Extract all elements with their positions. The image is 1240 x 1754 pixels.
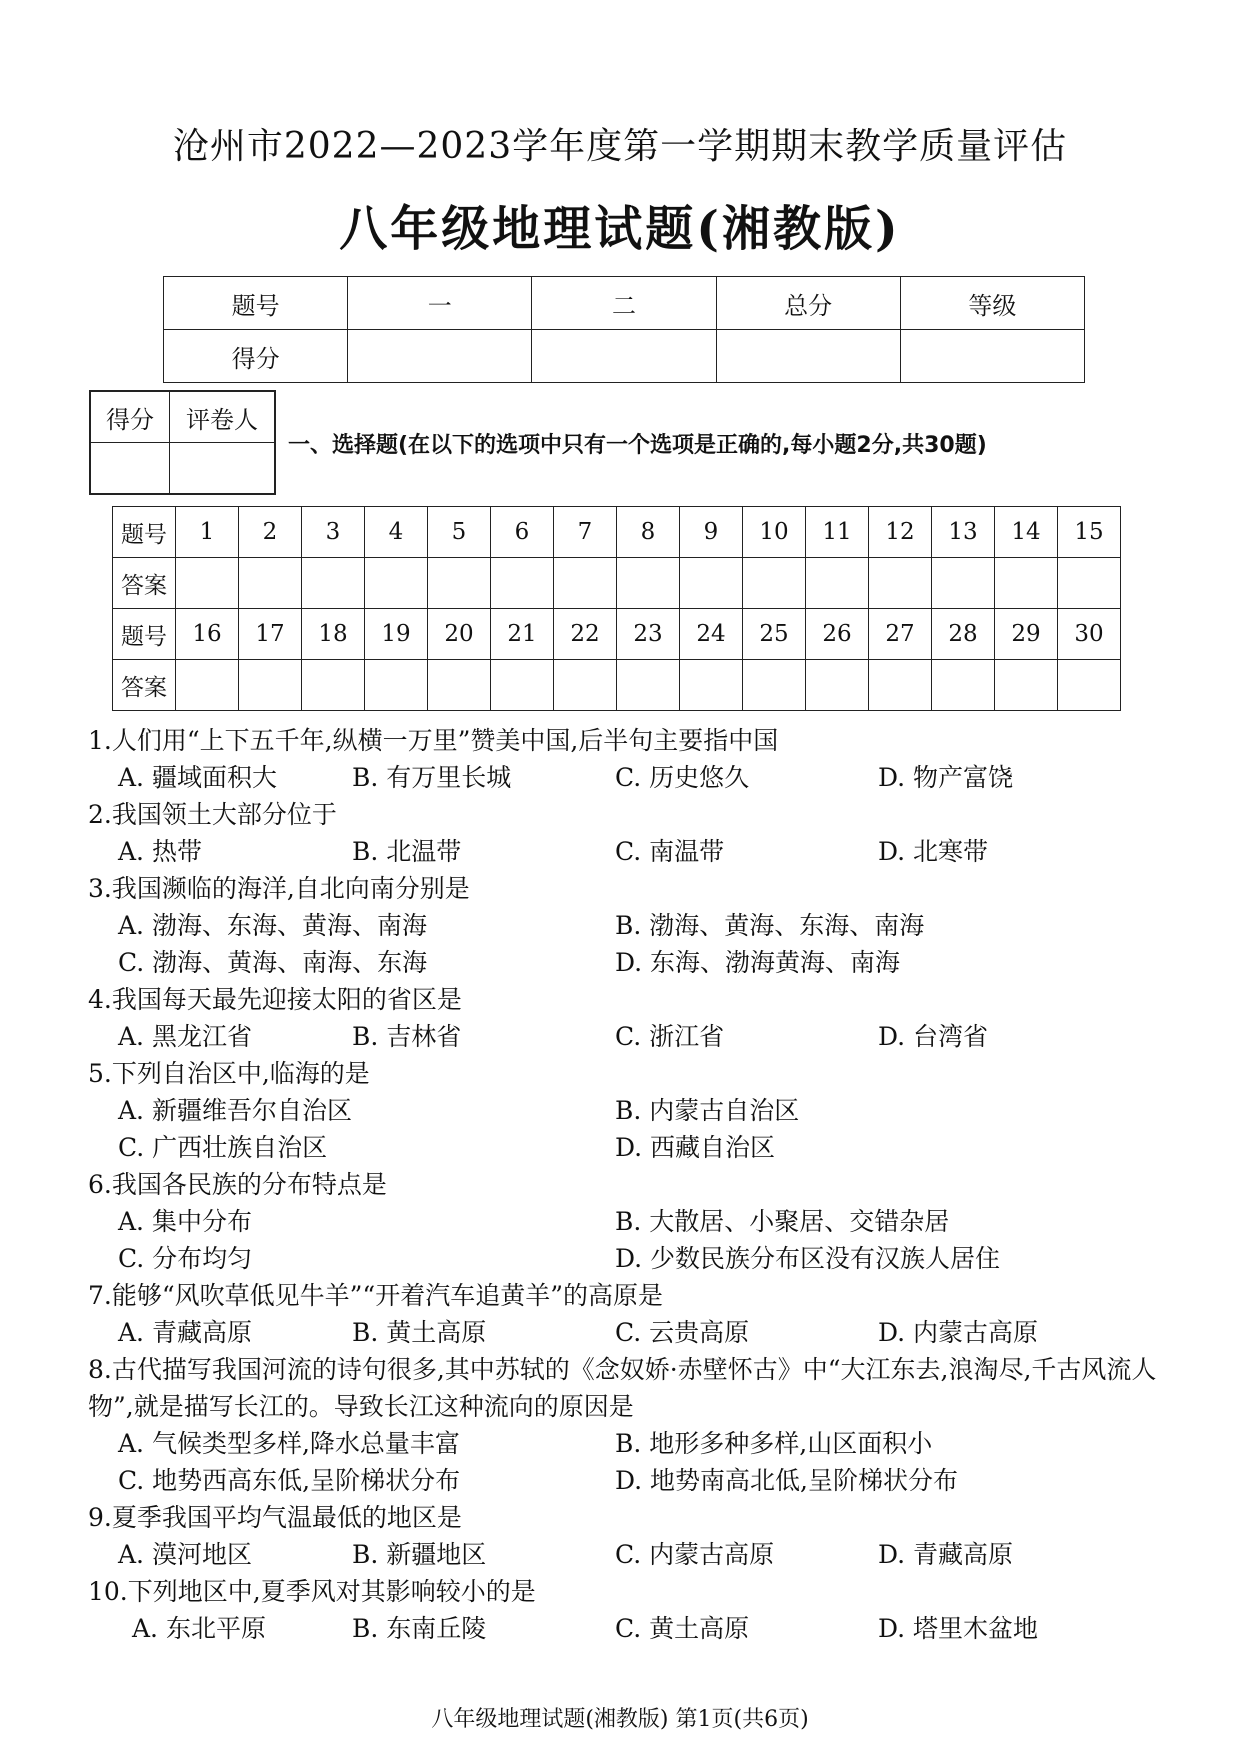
score-cell[interactable] [348, 330, 532, 383]
answer-cell[interactable] [1058, 660, 1121, 711]
grader-name-cell[interactable] [170, 443, 276, 495]
page-footer: 八年级地理试题(湘教版) 第1页(共6页) [431, 1707, 809, 1732]
option[interactable]: D. 少数民族分布区没有汉族人居住 [615, 1244, 1001, 1273]
question-stem: 2.我国领土大部分位于 [88, 800, 337, 829]
option[interactable]: A. 青藏高原 [118, 1318, 252, 1347]
question-number: 21 [491, 609, 554, 660]
grader-label: 评卷人 [170, 391, 276, 443]
question-number: 11 [806, 507, 869, 558]
answer-cell[interactable] [869, 558, 932, 609]
answer-cell[interactable] [806, 558, 869, 609]
option-row [88, 1092, 1178, 1129]
option[interactable]: C. 内蒙古高原 [615, 1540, 775, 1569]
answer-cell[interactable] [554, 558, 617, 609]
option[interactable]: D. 内蒙古高原 [878, 1318, 1039, 1347]
question-number: 26 [806, 609, 869, 660]
question-number: 25 [743, 609, 806, 660]
answer-cell[interactable] [302, 660, 365, 711]
option[interactable]: C. 历史悠久 [615, 763, 750, 792]
question-stem: 6.我国各民族的分布特点是 [88, 1170, 387, 1199]
score-cell[interactable] [716, 330, 900, 383]
option-row [88, 833, 1178, 870]
question-number: 19 [365, 609, 428, 660]
question-stem: 4.我国每天最先迎接太阳的省区是 [88, 985, 462, 1014]
section-heading: 一、选择题(在以下的选项中只有一个选项是正确的,每小题2分,共30题) [288, 433, 987, 458]
option[interactable]: A. 疆域面积大 [118, 763, 277, 792]
option-row [88, 944, 1178, 981]
question-stem: 3.我国濒临的海洋,自北向南分别是 [88, 874, 470, 903]
option[interactable]: D. 北寒带 [878, 837, 989, 866]
option[interactable]: A. 东北平原 [132, 1614, 266, 1643]
question-number: 1 [176, 507, 239, 558]
answer-cell[interactable] [239, 558, 302, 609]
answer-cell[interactable] [680, 558, 743, 609]
option[interactable]: C. 黄土高原 [615, 1614, 750, 1643]
question-number: 24 [680, 609, 743, 660]
answer-cell[interactable] [554, 660, 617, 711]
grid-number-label: 题号 [113, 507, 176, 558]
answer-cell[interactable] [617, 558, 680, 609]
option[interactable]: C. 地势西高东低,呈阶梯状分布 [118, 1466, 461, 1495]
score-table-header: 总分 [716, 277, 900, 330]
option[interactable]: B. 吉林省 [352, 1022, 462, 1051]
question-stem: 9.夏季我国平均气温最低的地区是 [88, 1503, 462, 1532]
question-number: 28 [932, 609, 995, 660]
option[interactable]: A. 集中分布 [118, 1207, 252, 1236]
score-row-label: 得分 [164, 330, 348, 383]
answer-cell[interactable] [491, 558, 554, 609]
option[interactable]: B. 大散居、小聚居、交错杂居 [615, 1207, 950, 1236]
question-number: 15 [1058, 507, 1121, 558]
question-number: 5 [428, 507, 491, 558]
answer-cell[interactable] [491, 660, 554, 711]
option[interactable]: B. 地形多种多样,山区面积小 [615, 1429, 933, 1458]
score-cell[interactable] [532, 330, 716, 383]
grid-answer-label: 答案 [113, 660, 176, 711]
option[interactable]: B. 东南丘陵 [352, 1614, 487, 1643]
question-number: 20 [428, 609, 491, 660]
question-number: 6 [491, 507, 554, 558]
exam-subtitle: 八年级地理试题(湘教版) [339, 201, 901, 257]
grader-box [89, 390, 276, 495]
option[interactable]: A. 新疆维吾尔自治区 [118, 1096, 352, 1125]
option-row [88, 1018, 1178, 1055]
option[interactable]: B. 有万里长城 [352, 763, 512, 792]
question-number: 30 [1058, 609, 1121, 660]
question-number: 3 [302, 507, 365, 558]
question-number: 29 [995, 609, 1058, 660]
option[interactable]: A. 气候类型多样,降水总量丰富 [118, 1429, 460, 1458]
option[interactable]: B. 内蒙古自治区 [615, 1096, 800, 1125]
option[interactable]: D. 地势南高北低,呈阶梯状分布 [615, 1466, 958, 1495]
option-row [88, 1203, 1178, 1240]
question-number: 8 [617, 507, 680, 558]
option[interactable]: C. 南温带 [615, 837, 725, 866]
option[interactable]: C. 广西壮族自治区 [118, 1133, 328, 1162]
question-stem: 7.能够“风吹草低见牛羊”“开着汽车追黄羊”的高原是 [88, 1281, 663, 1310]
option[interactable]: D. 物产富饶 [878, 763, 1014, 792]
answer-cell[interactable] [176, 558, 239, 609]
answer-cell[interactable] [365, 558, 428, 609]
option-row [88, 1536, 1178, 1573]
score-table-header: 等级 [900, 277, 1084, 330]
score-table [163, 276, 1085, 383]
option-row [88, 1129, 1178, 1166]
answer-cell[interactable] [302, 558, 365, 609]
question-number: 9 [680, 507, 743, 558]
answer-cell[interactable] [428, 660, 491, 711]
answer-cell[interactable] [428, 558, 491, 609]
answer-cell[interactable] [617, 660, 680, 711]
grid-answer-label: 答案 [113, 558, 176, 609]
question-number: 2 [239, 507, 302, 558]
option-row [88, 1610, 1178, 1647]
option-row [88, 1240, 1178, 1277]
option-row [88, 1462, 1178, 1499]
question-stem: 5.下列自治区中,临海的是 [88, 1059, 370, 1088]
answer-cell[interactable] [176, 660, 239, 711]
score-table-header: 二 [532, 277, 716, 330]
option[interactable]: D. 台湾省 [878, 1022, 989, 1051]
grader-score-label: 得分 [90, 391, 170, 443]
option[interactable]: D. 东海、渤海黄海、南海 [615, 948, 901, 977]
question-number: 14 [995, 507, 1058, 558]
question-stem: 8.古代描写我国河流的诗句很多,其中苏轼的《念奴娇·赤壁怀古》中“大江东去,浪淘尽,千古风流人物”,就是描写长江的。导致长江这种流向的原因是 [88, 1355, 1157, 1421]
question-number: 17 [239, 609, 302, 660]
option[interactable]: C. 云贵高原 [615, 1318, 750, 1347]
question-number: 27 [869, 609, 932, 660]
answer-cell[interactable] [995, 558, 1058, 609]
answer-cell[interactable] [806, 660, 869, 711]
answer-cell[interactable] [995, 660, 1058, 711]
question-number: 7 [554, 507, 617, 558]
question-number: 18 [302, 609, 365, 660]
option-row [88, 759, 1178, 796]
option[interactable]: D. 塔里木盆地 [878, 1614, 1039, 1643]
question-number: 16 [176, 609, 239, 660]
option[interactable]: D. 青藏高原 [878, 1540, 1014, 1569]
answer-cell[interactable] [239, 660, 302, 711]
answer-cell[interactable] [932, 660, 995, 711]
answer-cell[interactable] [1058, 558, 1121, 609]
option[interactable]: B. 渤海、黄海、东海、南海 [615, 911, 925, 940]
question-number: 13 [932, 507, 995, 558]
exam-title: 沧州市2022—2023学年度第一学期期末教学质量评估 [172, 126, 1068, 167]
question-number: 23 [617, 609, 680, 660]
option-row [88, 907, 1178, 944]
answer-grid [112, 506, 1121, 711]
option[interactable]: A. 热带 [118, 837, 202, 866]
option[interactable]: B. 北温带 [352, 837, 462, 866]
answer-cell[interactable] [680, 660, 743, 711]
answer-cell[interactable] [869, 660, 932, 711]
answer-cell[interactable] [743, 558, 806, 609]
grader-score-cell[interactable] [90, 443, 170, 495]
option[interactable]: D. 西藏自治区 [615, 1133, 776, 1162]
answer-cell[interactable] [365, 660, 428, 711]
option[interactable]: B. 新疆地区 [352, 1540, 487, 1569]
question-number: 12 [869, 507, 932, 558]
score-cell[interactable] [900, 330, 1084, 383]
option[interactable]: A. 漠河地区 [118, 1540, 252, 1569]
answer-cell[interactable] [743, 660, 806, 711]
score-table-header: 题号 [164, 277, 348, 330]
question-number: 4 [365, 507, 428, 558]
question-list [88, 722, 1178, 1647]
option[interactable]: B. 黄土高原 [352, 1318, 487, 1347]
question-stem: 10.下列地区中,夏季风对其影响较小的是 [88, 1577, 536, 1606]
option[interactable]: A. 渤海、东海、黄海、南海 [118, 911, 427, 940]
option[interactable]: C. 分布均匀 [118, 1244, 253, 1273]
question-stem: 1.人们用“上下五千年,纵横一万里”赞美中国,后半句主要指中国 [88, 726, 779, 755]
score-table-header: 一 [348, 277, 532, 330]
question-number: 10 [743, 507, 806, 558]
answer-cell[interactable] [932, 558, 995, 609]
grid-number-label: 题号 [113, 609, 176, 660]
question-number: 22 [554, 609, 617, 660]
option-row [88, 1314, 1178, 1351]
option[interactable]: C. 浙江省 [615, 1022, 725, 1051]
option[interactable]: C. 渤海、黄海、南海、东海 [118, 948, 428, 977]
option[interactable]: A. 黑龙江省 [118, 1022, 252, 1051]
option-row [88, 1425, 1178, 1462]
